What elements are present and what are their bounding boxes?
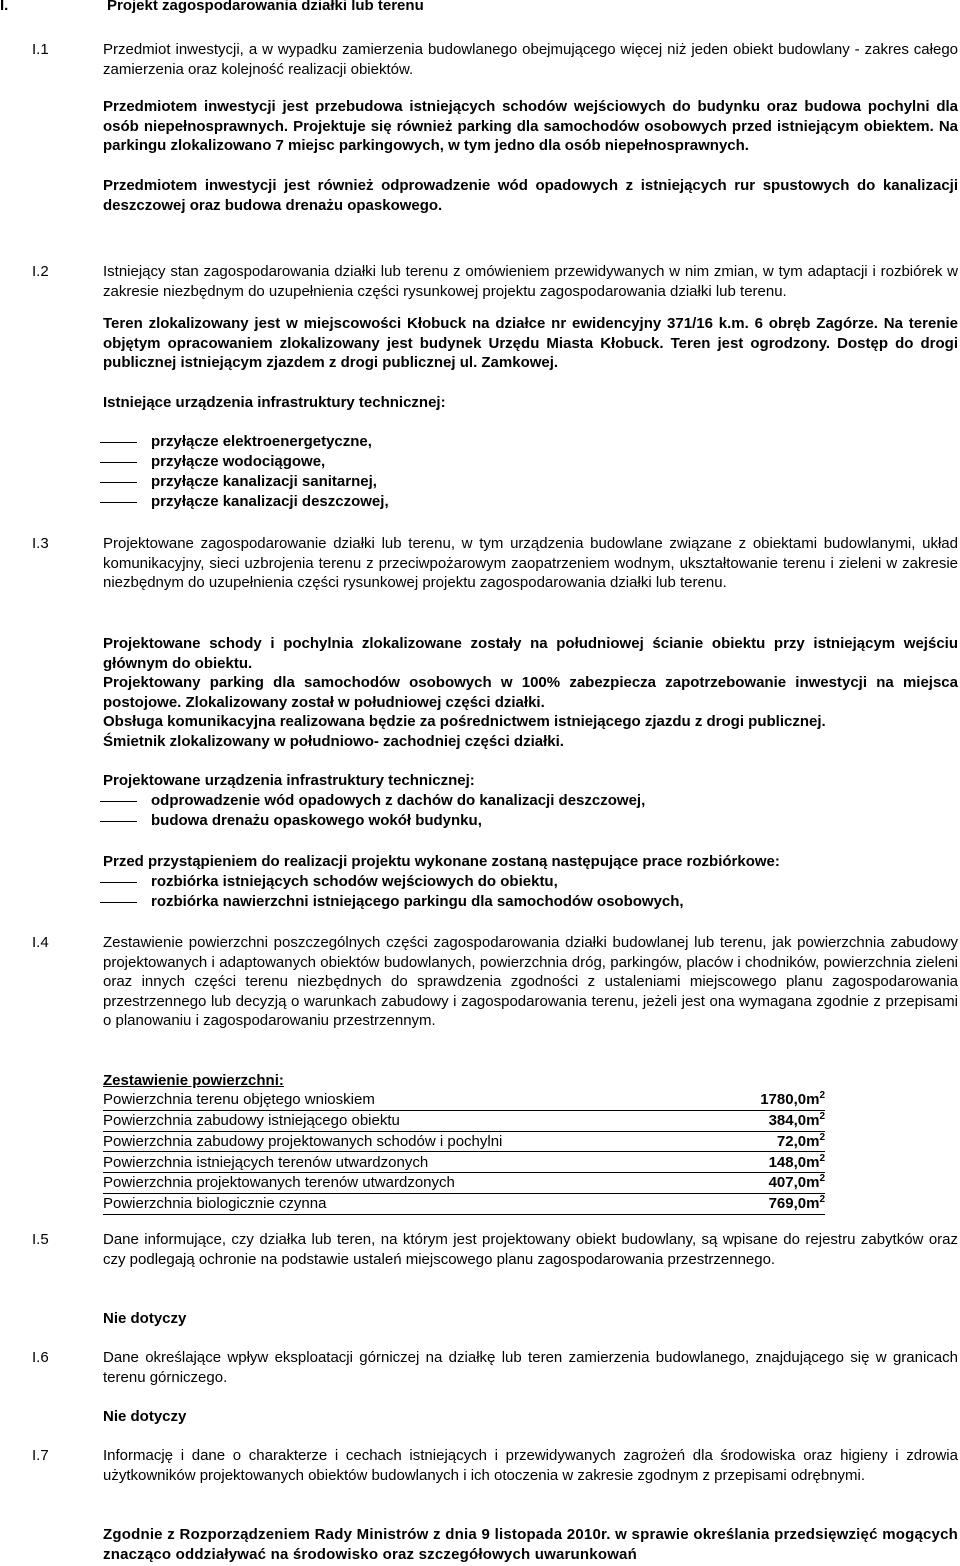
section-paragraph: Teren zlokalizowany jest w miejscowości Kłobuck na działce nr ewidencyjny 371/16 k.m. 6 obręb Zagórze. Na terenie objętym opracowaniem zlokalizowany jest budynek Urzędu Miasta Kłobuck. Teren jest ogrodzony. Dostęp do drogi publicznej istniejącym zjazdem z drogi publicznej ul. Zamkowej. xyxy=(103,315,958,371)
section-intro: Projektowane zagospodarowanie działki lub terenu, w tym urządzenia budowlane związane z obiektami budowlanymi, układ komunikacyjny, sieci uzbrojenia terenu z przeciwpożarowym zaopatrzeniem wodnym, ukształtowanie terenu i zieleni w zakresie niezbędnym do uzupełnienia części rysunkowej projektu zagospodarowania działki lub terenu. xyxy=(103,535,958,591)
section-intro: Istniejący stan zagospodarowania działki lub terenu z omówieniem przewidywanych w nim zmian, w tym adaptacji i rozbiórek w zakresie niezbędnym do uzupełnienia części rysunkowej projektu zagospodarowania działki lub terenu. xyxy=(103,263,958,300)
table-row: Powierzchnia terenu objętego wnioskiem $1780,0m^2$ xyxy=(103,1090,825,1111)
section-paragraph: Zgodnie z Rozporządzeniem Rady Ministrów z dnia 9 listopada 2010r. w sprawie określania przedsięwzięć mogących znacząco oddziaływać na środowisko oraz szczegółowych uwarunkowań xyxy=(103,1526,958,1563)
list-item: rozbiórka istniejących schodów wejściowych do obiektu, xyxy=(100,872,958,892)
section-answer: Nie dotyczy xyxy=(103,1408,187,1425)
section-paragraph: Projektowany parking dla samochodów osobowych w 100% zabezpiecza zapotrzebowanie inwestycji na miejsca postojowe. Zlokalizowany został w południowej części działki. xyxy=(103,674,958,711)
table-row: Powierzchnia zabudowy projektowanych schodów i pochylni $72,0m^2$ xyxy=(103,1132,825,1153)
section-number: I.7 xyxy=(32,1447,49,1464)
section-intro: Informację i dane o charakterze i cechach istniejących i przewidywanych zagrożeń dla środowiska oraz higieny i zdrowia użytkowników projektowanych obiektów budowlanych i ich otoczenia w zakresie zgodnym z przepisami odrębnymi. xyxy=(103,1447,958,1484)
section-intro: Zestawienie powierzchni poszczególnych części zagospodarowania działki budowlanej lub terenu, jak powierzchnia zabudowy projektowanych i adaptowanych obiektów budowlanych, powierzchnia dróg, parkingów, placów i chodników, powierzchnia zieleni oraz innych części terenu niezbędnych do sprawdzenia zgodności z ustaleniami miejscowego planu zagospodarowania przestrzennego lub decyzją o warunkach zabudowy i zagospodarowania terenu, jeżeli jest ona wymagana zgodnie z przepisami o planowaniu i zagospodarowaniu przestrzennym. xyxy=(103,934,958,1029)
section-intro: Dane informujące, czy działka lub teren, na którym jest projektowany obiekt budowlany, są wpisane do rejestru zabytków oraz czy podlegają ochronie na podstawie ustaleń miejscowego planu zagospodarowania przestrzennego. xyxy=(103,1231,958,1268)
section-paragraph: Przedmiotem inwestycji jest również odprowadzenie wód opadowych z istniejących rur spustowych do kanalizacji deszczowej oraz budowa drenażu opaskowego. xyxy=(103,177,958,214)
section-number: I.3 xyxy=(32,535,49,552)
dash-bullet xyxy=(100,462,137,463)
dash-bullet xyxy=(100,902,137,903)
table-row: Powierzchnia zabudowy istniejącego obiektu $384,0m^2$ xyxy=(103,1111,825,1132)
list-item: rozbiórka nawierzchni istniejącego parkingu dla samochodów osobowych, xyxy=(100,892,958,912)
list-item: odprowadzenie wód opadowych z dachów do kanalizacji deszczowej, xyxy=(100,791,958,811)
section-answer: Nie dotyczy xyxy=(103,1310,187,1327)
section-number: I.2 xyxy=(32,263,49,280)
table-heading: Zestawienie powierzchni: xyxy=(103,1072,284,1089)
table-row: Powierzchnia projektowanych terenów utwardzonych $407,0m^2$ xyxy=(103,1173,825,1194)
dash-bullet xyxy=(100,482,137,483)
section-paragraph: Projektowane schody i pochylnia zlokalizowane zostały na południowej ścianie obiektu przy istniejącym wejściu głównym do obiektu. xyxy=(103,635,958,672)
chapter-number: I. xyxy=(0,0,9,14)
infra-list xyxy=(100,791,958,831)
list-item: budowa drenażu opaskowego wokół budynku, xyxy=(100,811,958,831)
dash-bullet xyxy=(100,882,137,883)
infra-heading: Istniejące urządzenia infrastruktury technicznej: xyxy=(103,394,446,411)
section-number: I.4 xyxy=(32,934,49,951)
section-intro: Przedmiot inwestycji, a w wypadku zamierzenia budowlanego obejmującego więcej niż jeden obiekt budowlany - zakres całego zamierzenia oraz kolejność realizacji obiektów. xyxy=(103,41,958,78)
list-item: przyłącze kanalizacji sanitarnej, xyxy=(100,472,958,492)
dash-bullet xyxy=(100,442,137,443)
section-number: I.6 xyxy=(32,1349,49,1366)
list-item: przyłącze elektroenergetyczne, xyxy=(100,432,958,452)
section-intro: Dane określające wpływ eksploatacji górniczej na działkę lub teren zamierzenia budowlanego, znajdującego się w granicach terenu górniczego. xyxy=(103,1349,958,1386)
section-paragraph: Przedmiotem inwestycji jest przebudowa istniejących schodów wejściowych do budynku oraz budowa pochylni dla osób niepełnosprawnych. Projektuje się również parking dla samochodów osobowych przed istniejącym obiektem. Na parkingu zlokalizowano 7 miejsc parkingowych, w tym jedno dla osób niepełnosprawnych. xyxy=(103,98,958,154)
infra-heading: Projektowane urządzenia infrastruktury technicznej: xyxy=(103,772,475,789)
section-number: I.1 xyxy=(32,41,49,58)
demolition-heading: Przed przystąpieniem do realizacji projektu wykonane zostaną następujące prace rozbiórkowe: xyxy=(103,853,780,870)
dash-bullet xyxy=(100,502,137,503)
table-row: Powierzchnia istniejących terenów utwardzonych $148,0m^2$ xyxy=(103,1152,825,1173)
section-paragraph: Śmietnik zlokalizowany w południowo- zachodniej części działki. xyxy=(103,733,564,750)
infra-list xyxy=(100,432,958,512)
dash-bullet xyxy=(100,821,137,822)
dash-bullet xyxy=(100,801,137,802)
list-item: przyłącze kanalizacji deszczowej, xyxy=(100,492,958,512)
chapter-title: Projekt zagospodarowania działki lub terenu xyxy=(107,0,424,14)
table-row: Powierzchnia biologicznie czynna $769,0m^2$ xyxy=(103,1194,825,1215)
list-item: przyłącze wodociągowe, xyxy=(100,452,958,472)
section-paragraph: Obsługa komunikacyjna realizowana będzie za pośrednictwem istniejącego zjazdu z drogi publicznej. xyxy=(103,713,826,730)
demolition-list xyxy=(100,872,958,912)
section-number: I.5 xyxy=(32,1231,49,1248)
area-table xyxy=(103,1090,825,1215)
